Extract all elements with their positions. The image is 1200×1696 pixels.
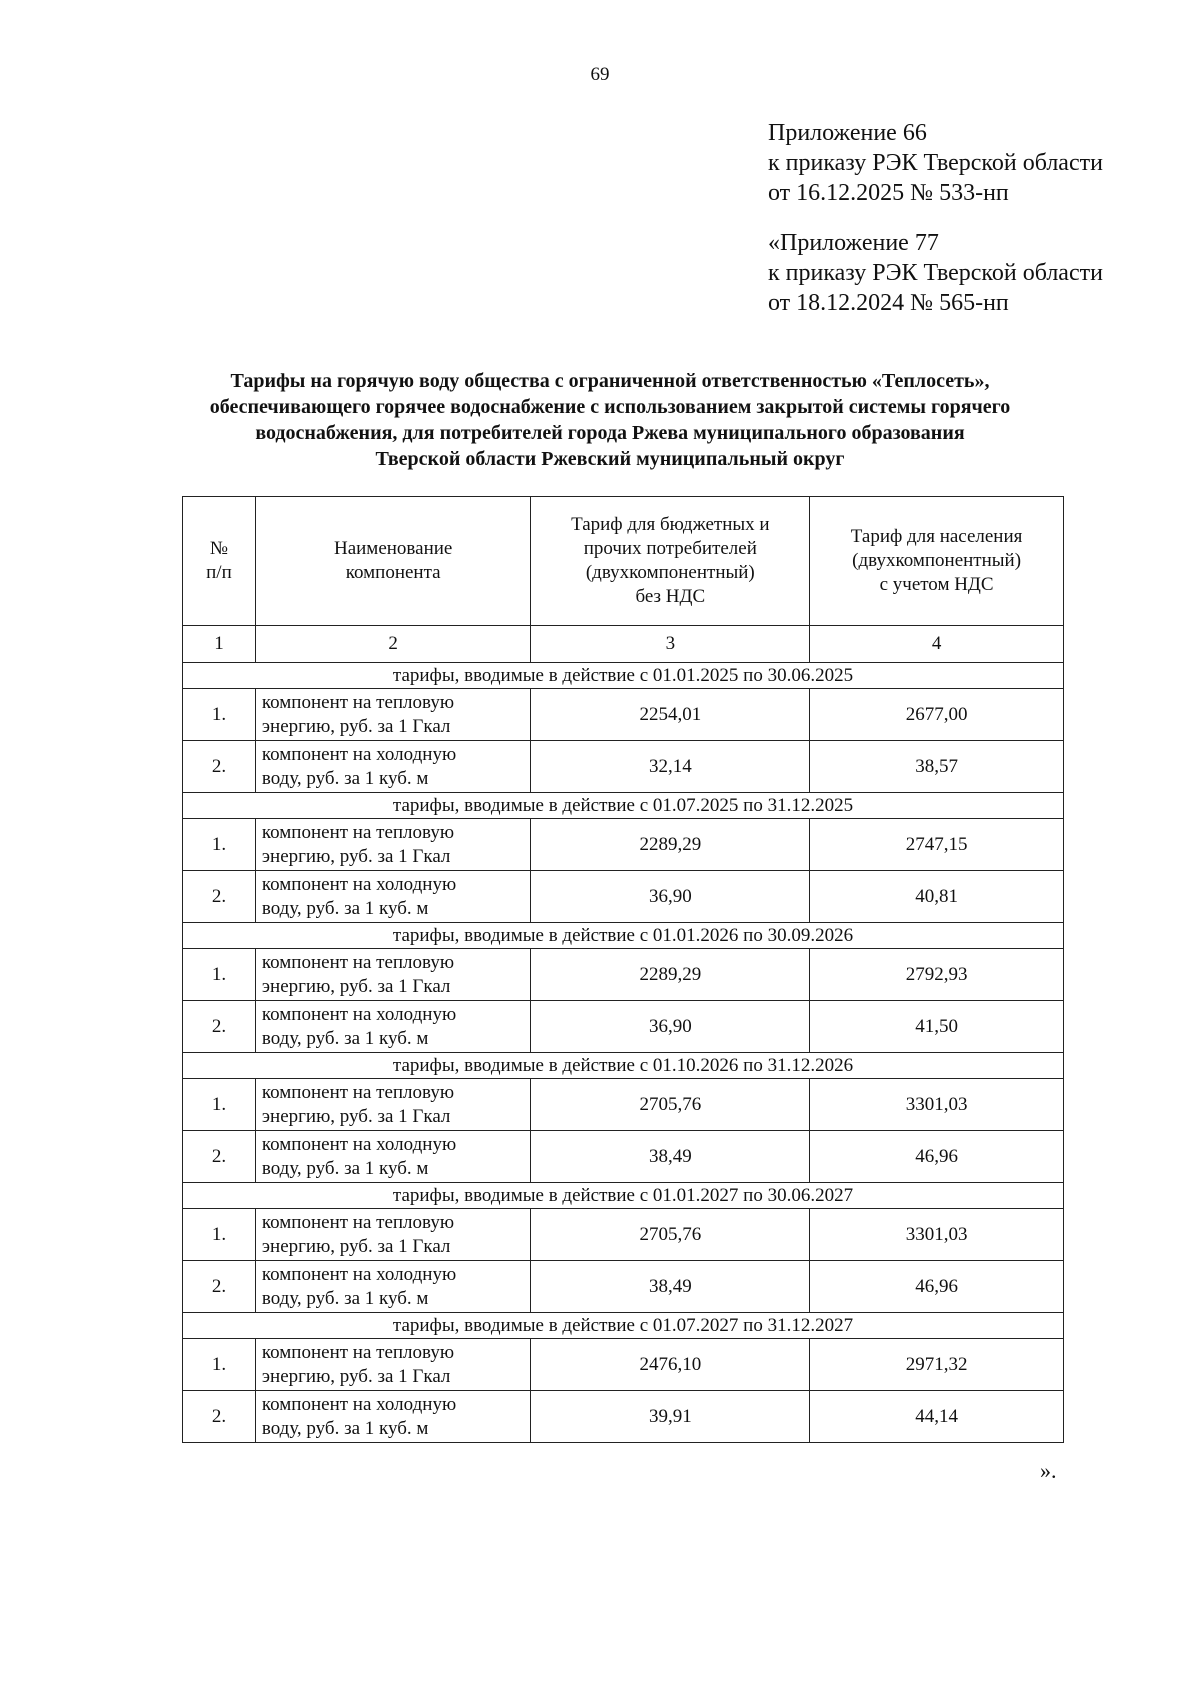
header-line: Тариф для бюджетных и <box>571 514 770 535</box>
header-line: п/п <box>206 562 232 583</box>
component-name-line: воду, руб. за 1 куб. м <box>261 1027 429 1049</box>
table-row <box>183 1391 1064 1443</box>
table-row <box>183 871 1064 923</box>
closing-quote: ». <box>1040 1458 1057 1483</box>
appendix-reference-current <box>768 118 1103 208</box>
component-name <box>255 741 531 793</box>
header-number <box>183 497 256 626</box>
header-component-name <box>255 497 531 626</box>
row-number: 2. <box>183 1001 256 1053</box>
population-tariff-value: 2677,00 <box>810 689 1064 741</box>
component-name <box>255 819 531 871</box>
component-name-line: компонент на холодную <box>261 873 457 895</box>
header-line: компонента <box>345 562 441 583</box>
population-tariff-value: 46,96 <box>810 1131 1064 1183</box>
component-name-line: энергию, руб. за 1 Гкал <box>261 975 451 997</box>
budget-tariff-value: 2254,01 <box>531 689 810 741</box>
row-number: 1. <box>183 819 256 871</box>
row-number: 2. <box>183 1131 256 1183</box>
component-name <box>255 1339 531 1391</box>
table-row <box>183 1001 1064 1053</box>
period-label: тарифы, вводимые в действие с 01.07.2027 по 31.12.2027 <box>183 1313 1064 1339</box>
table-row <box>183 1339 1064 1391</box>
document-title <box>150 368 1070 472</box>
row-number: 2. <box>183 741 256 793</box>
population-tariff-value: 40,81 <box>810 871 1064 923</box>
page-number: 69 <box>590 64 610 85</box>
component-name-line: компонент на холодную <box>261 1263 457 1285</box>
table-header-row <box>183 497 1064 626</box>
component-name <box>255 1209 531 1261</box>
column-number: 4 <box>810 626 1064 663</box>
period-label: тарифы, вводимые в действие с 01.01.2026 по 30.09.2026 <box>183 923 1064 949</box>
component-name <box>255 1261 531 1313</box>
table-row <box>183 1261 1064 1313</box>
header-line: Тариф для населения <box>850 526 1023 547</box>
component-name-line: энергию, руб. за 1 Гкал <box>261 845 451 867</box>
title-line: Тарифы на горячую воду общества с ограниченной ответственностью «Теплосеть», <box>230 370 990 392</box>
period-row <box>183 1183 1064 1209</box>
component-name <box>255 689 531 741</box>
component-name-line: воду, руб. за 1 куб. м <box>261 1417 429 1439</box>
component-name-line: компонент на холодную <box>261 1393 457 1415</box>
component-name-line: компонент на тепловую <box>261 951 455 973</box>
column-number: 3 <box>531 626 810 663</box>
appendix-line: от 18.12.2024 № 565-нп <box>768 290 1009 316</box>
appendix-reference-amended <box>768 228 1103 318</box>
header-budget-tariff <box>531 497 810 626</box>
row-number: 2. <box>183 871 256 923</box>
budget-tariff-value: 2705,76 <box>531 1079 810 1131</box>
row-number: 1. <box>183 689 256 741</box>
title-line: обеспечивающего горячее водоснабжение с использованием закрытой системы горячего <box>209 396 1011 418</box>
tariff-table <box>182 496 1064 1443</box>
population-tariff-value: 46,96 <box>810 1261 1064 1313</box>
budget-tariff-value: 38,49 <box>531 1261 810 1313</box>
component-name-line: компонент на тепловую <box>261 1341 455 1363</box>
population-tariff-value: 2971,32 <box>810 1339 1064 1391</box>
header-line: (двухкомпонентный) <box>852 550 1022 571</box>
appendix-line: к приказу РЭК Тверской области <box>768 150 1103 176</box>
period-row <box>183 793 1064 819</box>
header-line: № <box>209 538 228 559</box>
component-name-line: компонент на тепловую <box>261 691 455 713</box>
population-tariff-value: 41,50 <box>810 1001 1064 1053</box>
column-number: 1 <box>183 626 256 663</box>
table-row <box>183 741 1064 793</box>
row-number: 1. <box>183 1339 256 1391</box>
header-population-tariff <box>810 497 1064 626</box>
table-row <box>183 1209 1064 1261</box>
component-name <box>255 1079 531 1131</box>
title-line: Тверской области Ржевский муниципальный округ <box>375 448 845 470</box>
budget-tariff-value: 2289,29 <box>531 949 810 1001</box>
row-number: 1. <box>183 949 256 1001</box>
period-row <box>183 663 1064 689</box>
title-line: водоснабжения, для потребителей города Ржева муниципального образования <box>255 422 965 444</box>
budget-tariff-value: 38,49 <box>531 1131 810 1183</box>
component-name-line: компонент на холодную <box>261 743 457 765</box>
population-tariff-value: 38,57 <box>810 741 1064 793</box>
budget-tariff-value: 2476,10 <box>531 1339 810 1391</box>
budget-tariff-value: 2289,29 <box>531 819 810 871</box>
period-row <box>183 1053 1064 1079</box>
period-label: тарифы, вводимые в действие с 01.01.2027 по 30.06.2027 <box>183 1183 1064 1209</box>
row-number: 1. <box>183 1209 256 1261</box>
appendix-line: от 16.12.2025 № 533-нп <box>768 180 1009 206</box>
appendix-line: Приложение 66 <box>768 120 927 146</box>
table-row <box>183 1131 1064 1183</box>
period-label: тарифы, вводимые в действие с 01.01.2025 по 30.06.2025 <box>183 663 1064 689</box>
component-name-line: энергию, руб. за 1 Гкал <box>261 1365 451 1387</box>
column-number: 2 <box>255 626 531 663</box>
table-row <box>183 689 1064 741</box>
header-line: (двухкомпонентный) <box>585 562 755 583</box>
row-number: 2. <box>183 1261 256 1313</box>
component-name-line: компонент на холодную <box>261 1003 457 1025</box>
component-name <box>255 871 531 923</box>
budget-tariff-value: 36,90 <box>531 871 810 923</box>
component-name-line: воду, руб. за 1 куб. м <box>261 1287 429 1309</box>
table-row <box>183 819 1064 871</box>
budget-tariff-value: 39,91 <box>531 1391 810 1443</box>
component-name-line: воду, руб. за 1 куб. м <box>261 897 429 919</box>
appendix-line: «Приложение 77 <box>768 230 939 256</box>
table-row <box>183 949 1064 1001</box>
component-name-line: воду, руб. за 1 куб. м <box>261 767 429 789</box>
component-name-line: компонент на холодную <box>261 1133 457 1155</box>
population-tariff-value: 44,14 <box>810 1391 1064 1443</box>
budget-tariff-value: 2705,76 <box>531 1209 810 1261</box>
component-name-line: компонент на тепловую <box>261 821 455 843</box>
table-row <box>183 1079 1064 1131</box>
component-name <box>255 1391 531 1443</box>
column-number-row <box>183 626 1064 663</box>
component-name-line: энергию, руб. за 1 Гкал <box>261 1235 451 1257</box>
population-tariff-value: 3301,03 <box>810 1209 1064 1261</box>
row-number: 1. <box>183 1079 256 1131</box>
tariff-table-body <box>183 497 1064 1443</box>
appendix-line: к приказу РЭК Тверской области <box>768 260 1103 286</box>
component-name-line: энергию, руб. за 1 Гкал <box>261 715 451 737</box>
header-line: прочих потребителей <box>583 538 757 559</box>
component-name-line: энергию, руб. за 1 Гкал <box>261 1105 451 1127</box>
period-label: тарифы, вводимые в действие с 01.07.2025 по 31.12.2025 <box>183 793 1064 819</box>
population-tariff-value: 2792,93 <box>810 949 1064 1001</box>
header-line: без НДС <box>635 586 706 607</box>
component-name-line: компонент на тепловую <box>261 1211 455 1233</box>
period-label: тарифы, вводимые в действие с 01.10.2026 по 31.12.2026 <box>183 1053 1064 1079</box>
period-row <box>183 923 1064 949</box>
header-line: с учетом НДС <box>879 574 994 595</box>
budget-tariff-value: 36,90 <box>531 1001 810 1053</box>
row-number: 2. <box>183 1391 256 1443</box>
budget-tariff-value: 32,14 <box>531 741 810 793</box>
component-name-line: воду, руб. за 1 куб. м <box>261 1157 429 1179</box>
period-row <box>183 1313 1064 1339</box>
population-tariff-value: 3301,03 <box>810 1079 1064 1131</box>
component-name <box>255 1001 531 1053</box>
component-name <box>255 949 531 1001</box>
header-line: Наименование <box>333 538 453 559</box>
component-name <box>255 1131 531 1183</box>
population-tariff-value: 2747,15 <box>810 819 1064 871</box>
component-name-line: компонент на тепловую <box>261 1081 455 1103</box>
